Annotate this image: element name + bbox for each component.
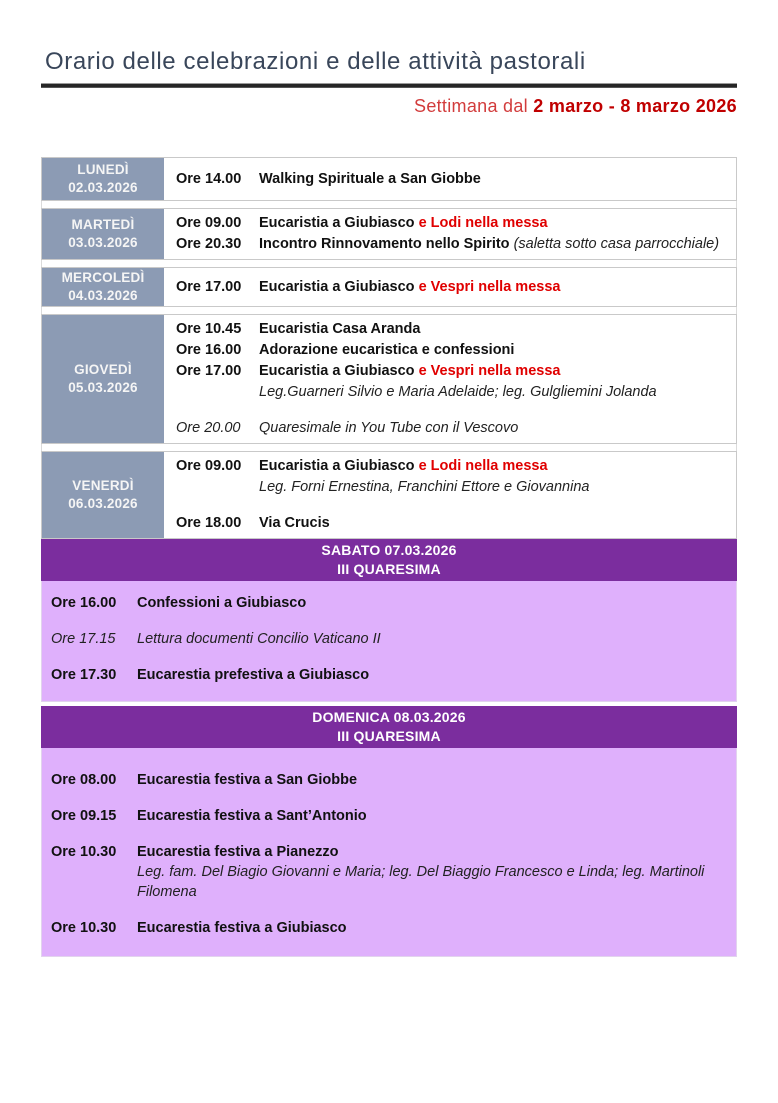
schedule-line: [42, 918, 736, 938]
week-subtitle-range: 2 marzo - 8 marzo 2026: [533, 96, 737, 116]
time-label: Ore 18.00: [176, 515, 242, 531]
schedule-line: [167, 213, 730, 234]
schedule-line: [167, 169, 730, 190]
day-cell: [42, 268, 167, 306]
event-description: [259, 277, 730, 298]
schedule-line: [167, 513, 730, 534]
time-label: Ore 16.00: [176, 342, 242, 358]
day-row-martedì: [41, 208, 737, 260]
title-rule: [41, 83, 737, 88]
event-text: Eucarestia festiva a Pianezzo: [137, 844, 339, 860]
schedule-line: [167, 277, 730, 298]
weekend-section: [41, 748, 737, 957]
row-gap: [41, 260, 737, 267]
event-text: Lettura documenti Concilio Vaticano II: [137, 631, 381, 647]
time-label: Ore 14.00: [176, 170, 242, 187]
day-row-lunedì: [41, 157, 737, 201]
row-gap: [41, 307, 737, 314]
time-label: Ore 17.15: [51, 631, 116, 647]
banner-liturgical-title: III QUARESIMA: [337, 561, 441, 577]
week-subtitle-prefix: Settimana dal: [414, 96, 534, 116]
schedule-line: [42, 629, 736, 649]
event-text: Eucaristia Casa Aranda: [259, 321, 421, 337]
schedule-line: [167, 361, 730, 382]
banner-day-title: SABATO 07.03.2026: [321, 542, 457, 558]
event-text: e Vespri nella messa: [418, 363, 561, 379]
event-description: [259, 169, 730, 190]
event-description: [137, 842, 736, 862]
day-date: 02.03.2026: [68, 180, 138, 195]
event-text: Confessioni a Giubiasco: [137, 595, 307, 611]
time-label: Ore 20.00: [176, 420, 241, 436]
day-date: 03.03.2026: [68, 235, 138, 250]
day-name: MARTEDÌ: [71, 217, 135, 232]
event-description: [259, 234, 730, 255]
event-text: Incontro Rinnovamento nello Spirito: [259, 236, 514, 252]
event-description: [259, 361, 730, 382]
event-text: Eucaristia a Giubiasco: [259, 458, 419, 474]
day-row-giovedì: [41, 314, 737, 444]
event-text: Eucarestia prefestiva a Giubiasco: [137, 667, 370, 683]
event-text: Eucaristia a Giubiasco: [259, 215, 419, 231]
banner-liturgical-title: III QUARESIMA: [337, 728, 441, 744]
event-description: [137, 770, 736, 790]
event-text: Eucarestia festiva a Giubiasco: [137, 920, 347, 936]
schedule-line: [167, 456, 730, 477]
day-cell: [42, 452, 167, 538]
schedule-line: [167, 418, 730, 439]
row-gap: [41, 201, 737, 208]
time-label: Ore 10.30: [51, 920, 117, 936]
event-description: [137, 918, 736, 938]
time-label: Ore 10.45: [176, 321, 242, 337]
event-text: Leg.Guarneri Silvio e Maria Adelaide; leg. Gulgliemini Jolanda: [259, 384, 657, 400]
schedule-table: [41, 157, 737, 957]
time-label: Ore 20.30: [176, 236, 242, 252]
schedule-line: [42, 770, 736, 790]
event-text: Adorazione eucaristica e confessioni: [259, 342, 515, 358]
day-date: 05.03.2026: [68, 380, 138, 395]
event-description: [259, 513, 730, 534]
event-description: [259, 477, 730, 498]
event-description: [137, 593, 736, 613]
schedule-line: [167, 319, 730, 340]
event-description: [259, 456, 730, 477]
week-subtitle: [41, 96, 737, 117]
event-text: Eucarestia festiva a Sant’Antonio: [137, 808, 367, 824]
event-text: e Lodi nella messa: [418, 458, 548, 474]
event-text: e Lodi nella messa: [418, 215, 548, 231]
day-date: 06.03.2026: [68, 496, 138, 511]
day-name: GIOVEDÌ: [74, 362, 132, 377]
weekend-banner: [41, 706, 737, 748]
event-description: [259, 319, 730, 340]
time-label: Ore 09.15: [51, 808, 117, 824]
schedule-line: [167, 477, 730, 498]
banner-day-title: DOMENICA 08.03.2026: [312, 709, 466, 725]
time-label: Ore 17.00: [176, 363, 242, 379]
time-label: Ore 09.00: [176, 458, 242, 474]
event-text: Leg. fam. Del Biagio Giovanni e Maria; leg. Del Biaggio Francesco e Linda; leg. Martinoli Filomena: [137, 864, 709, 900]
event-text: Leg. Forni Ernestina, Franchini Ettore e Giovannina: [259, 479, 590, 495]
event-description: [259, 418, 730, 439]
schedule-line: [42, 665, 736, 685]
event-text: Walking Spirituale a San Giobbe: [259, 170, 481, 187]
event-text: e Vespri nella messa: [418, 278, 561, 295]
event-description: [137, 862, 736, 902]
time-label: Ore 17.00: [176, 278, 242, 295]
schedule-line: [42, 842, 736, 862]
event-text: Eucarestia festiva a San Giobbe: [137, 772, 358, 788]
event-description: [259, 382, 730, 403]
event-text: (saletta sotto casa parrocchiale): [513, 236, 720, 252]
time-label: Ore 17.30: [51, 667, 117, 683]
page-title: Orario delle celebrazioni e delle attività pastorali: [45, 48, 586, 75]
day-date: 04.03.2026: [68, 288, 138, 303]
day-name: LUNEDÌ: [77, 162, 129, 177]
day-cell: [42, 315, 167, 443]
day-events: [167, 209, 736, 259]
day-cell: [42, 158, 167, 200]
event-text: Eucaristia a Giubiasco: [259, 278, 419, 295]
time-label: Ore 10.30: [51, 844, 117, 860]
event-description: [259, 213, 730, 234]
schedule-line: [42, 862, 736, 902]
schedule-line: [167, 340, 730, 361]
schedule-line: [42, 806, 736, 826]
schedule-line: [167, 234, 730, 255]
time-label: Ore 08.00: [51, 772, 117, 788]
event-description: [137, 665, 736, 685]
time-label: Ore 16.00: [51, 595, 117, 611]
schedule-line: [42, 593, 736, 613]
day-name: VENERDÌ: [72, 478, 134, 493]
document-page: [41, 0, 737, 957]
day-row-venerdì: [41, 451, 737, 539]
time-label: Ore 09.00: [176, 215, 242, 231]
day-name: MERCOLEDÌ: [61, 270, 145, 285]
row-gap: [41, 444, 737, 451]
event-text: Eucaristia a Giubiasco: [259, 363, 419, 379]
event-text: Quaresimale in You Tube con il Vescovo: [259, 420, 519, 436]
day-events: [167, 315, 736, 443]
weekend-section: [41, 581, 737, 702]
day-events: [167, 452, 736, 538]
day-cell: [42, 209, 167, 259]
day-events: [167, 268, 736, 306]
day-row-mercoledì: [41, 267, 737, 307]
event-description: [137, 629, 736, 649]
weekend-banner: [41, 539, 737, 581]
event-description: [259, 340, 730, 361]
event-text: Via Crucis: [259, 515, 330, 531]
event-description: [137, 806, 736, 826]
day-events: [167, 158, 736, 200]
schedule-line: [167, 382, 730, 403]
